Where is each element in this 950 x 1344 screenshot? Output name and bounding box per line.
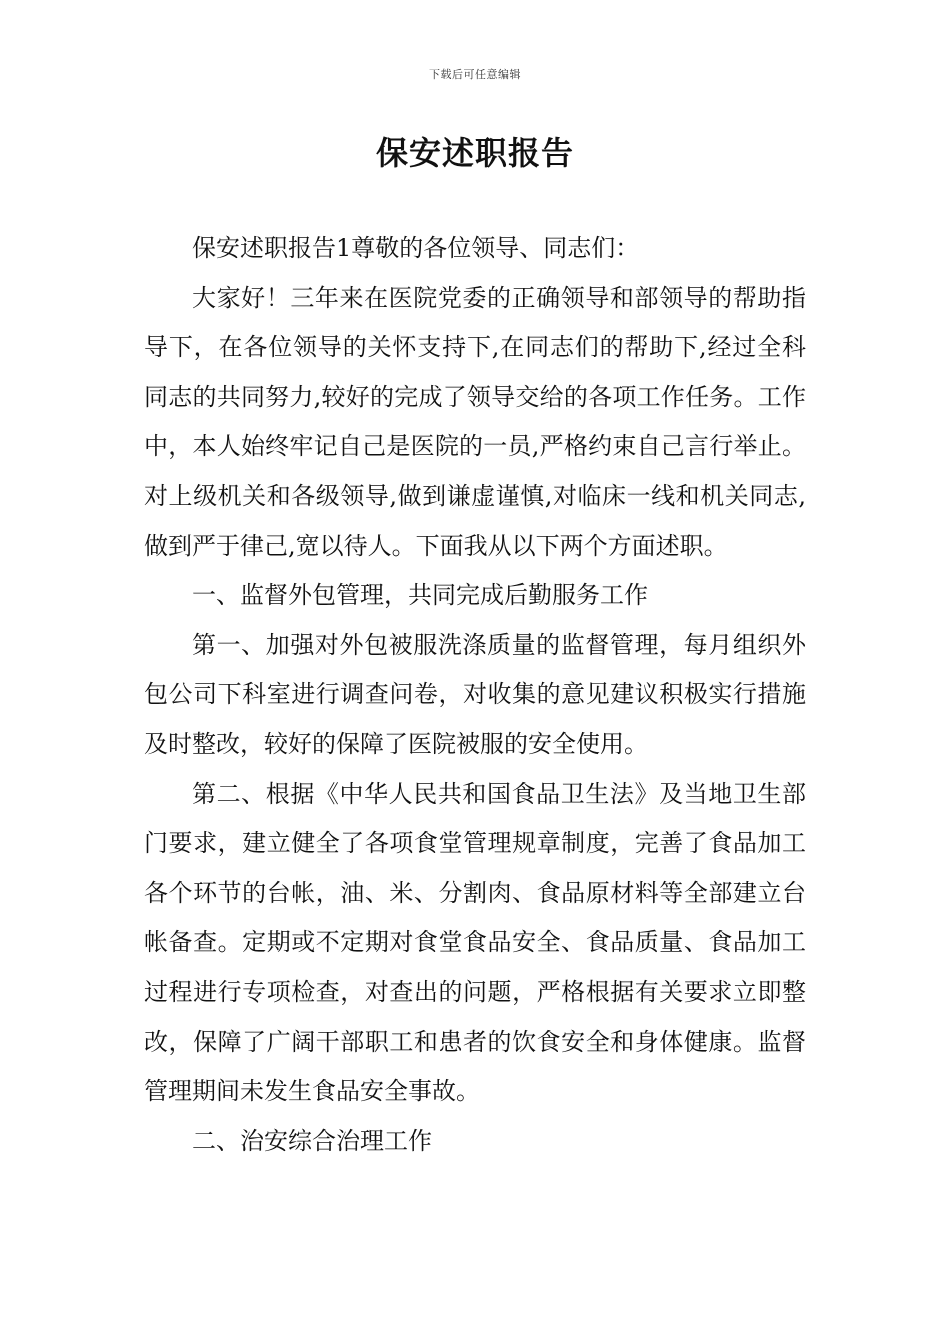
- section-heading-2: 二、治安综合治理工作: [192, 1126, 432, 1155]
- page-title: 保安述职报告: [375, 134, 574, 172]
- section-heading-1: 一、监督外包管理，共同完成后勤服务工作: [192, 581, 648, 610]
- document-body: [144, 224, 806, 1166]
- paragraph-salutation: 保安述职报告1尊敬的各位领导、同志们：: [192, 234, 640, 262]
- paragraph-item-2: 第二、根据《中华人民共和国食品卫生法》及当地卫生部门要求，建立健全了各项食堂管理规章制度，完善了食品加工各个环节的台帐，油、米、分割肉、食品原材料等全部建立台帐备查。定期或不定期对食堂食品安全、食品质量、食品加工过程进行专项检查，对查出的问题，严格根据有关要求立即整改，保障了广阔干部职工和患者的饮食安全和身体健康。监督管理期间未发生食品安全事故。: [144, 779, 806, 1106]
- header-note: 下载后可任意编辑: [429, 68, 521, 81]
- paragraph-greeting: 大家好！三年来在医院党委的正确领导和部领导的帮助指导下，在各位领导的关怀支持下,在同志们的帮助下,经过全科同志的共同努力,较好的完成了领导交给的各项工作任务。工作中，本人始终牢记自己是医院的一员,严格约束自己言行举止。对上级机关和各级领导,做到谦虚谨慎,对临床一线和机关同志,做到严于律己,宽以待人。下面我从以下两个方面述职。: [144, 283, 806, 560]
- paragraph-item-1: 第一、加强对外包被服洗涤质量的监督管理，每月组织外包公司下科室进行调查问卷，对收集的意见建议积极实行措施及时整改，较好的保障了医院被服的安全使用。: [144, 630, 806, 758]
